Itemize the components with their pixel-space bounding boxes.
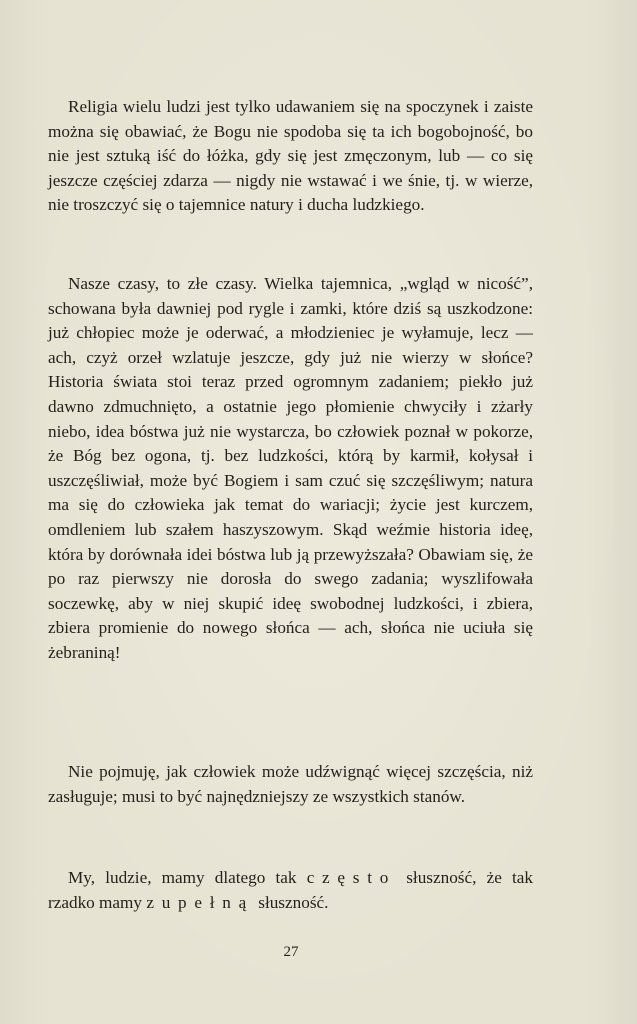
emphasized-word: zupełną (146, 892, 254, 912)
paragraph: Nasze czasy, to złe czasy. Wielka tajemnica, „wgląd w nicość”, schowana była dawniej pod rygle i zamki, które dziś są uszkodzone: już chłopiec może je oderwać, a młodzieniec je wyłamuje, lecz — ach, czyż orzeł wzlatuje jeszcze, gdy już nie wierzy w słońce? Historia świata stoi teraz przed ogromnym zadaniem; piekło już dawno zdmuchnięto, a ostatnie jego płomienie chwyciły i zżarły niebo, idea bóstwa już nie wystarcza, bo człowiek poznał w pokorze, że Bóg bez ogona, tj. bez ludzkości, którą by karmił, kołysał i uszczęśliwiał, może być Bogiem i sam czuć się szczęśliwym; natura ma się do człowieka jak temat do wariacji; życie jest kurczem, omdleniem lub szałem haszyszowym. Skąd weźmie historia ideę, która by dorównała idei bóstwa lub ją przewyższała? Obawiam się, że po raz pierwszy nie dorosła do swego zadania; wyszlifowała soczewkę, aby w niej skupić ideę swobodnej ludzkości, i zbiera, zbiera promienie do nowego słońca — ach, słońca nie uciuła się żebraniną! (48, 274, 533, 662)
paragraph: Nie pojmuję, jak człowiek może udźwignąć więcej szczęścia, niż zasługuje; musi to być najnędzniejszy ze wszystkich stanów. (48, 762, 533, 806)
paragraph-text: słuszność, że tak rzadko mamy (48, 868, 533, 912)
text-column-paragraph-2 (48, 272, 533, 666)
paragraph-text: My, ludzie, mamy dlatego tak (68, 868, 307, 887)
paragraph-text: słuszność. (253, 892, 329, 912)
emphasized-word: często (306, 868, 397, 887)
text-column-paragraph-4 (48, 866, 533, 915)
paragraph (48, 866, 533, 915)
paragraph: Religia wielu ludzi jest tylko udawaniem się na spoczynek i zaiste można się obawiać, że Bogu nie spodoba się ta ich bogobojność, bo nie jest sztuką iść do łóżka, gdy się jest zmęczonym, lub — co się jeszcze częściej zdarza — nigdy nie wstawać i we śnie, tj. w wierze, nie troszczyć się o tajemnice natury i ducha ludzkiego. (48, 97, 533, 215)
text-column-paragraph-3 (48, 760, 533, 809)
page-number: 27 (283, 944, 299, 960)
text-column-paragraph-1 (48, 95, 533, 218)
